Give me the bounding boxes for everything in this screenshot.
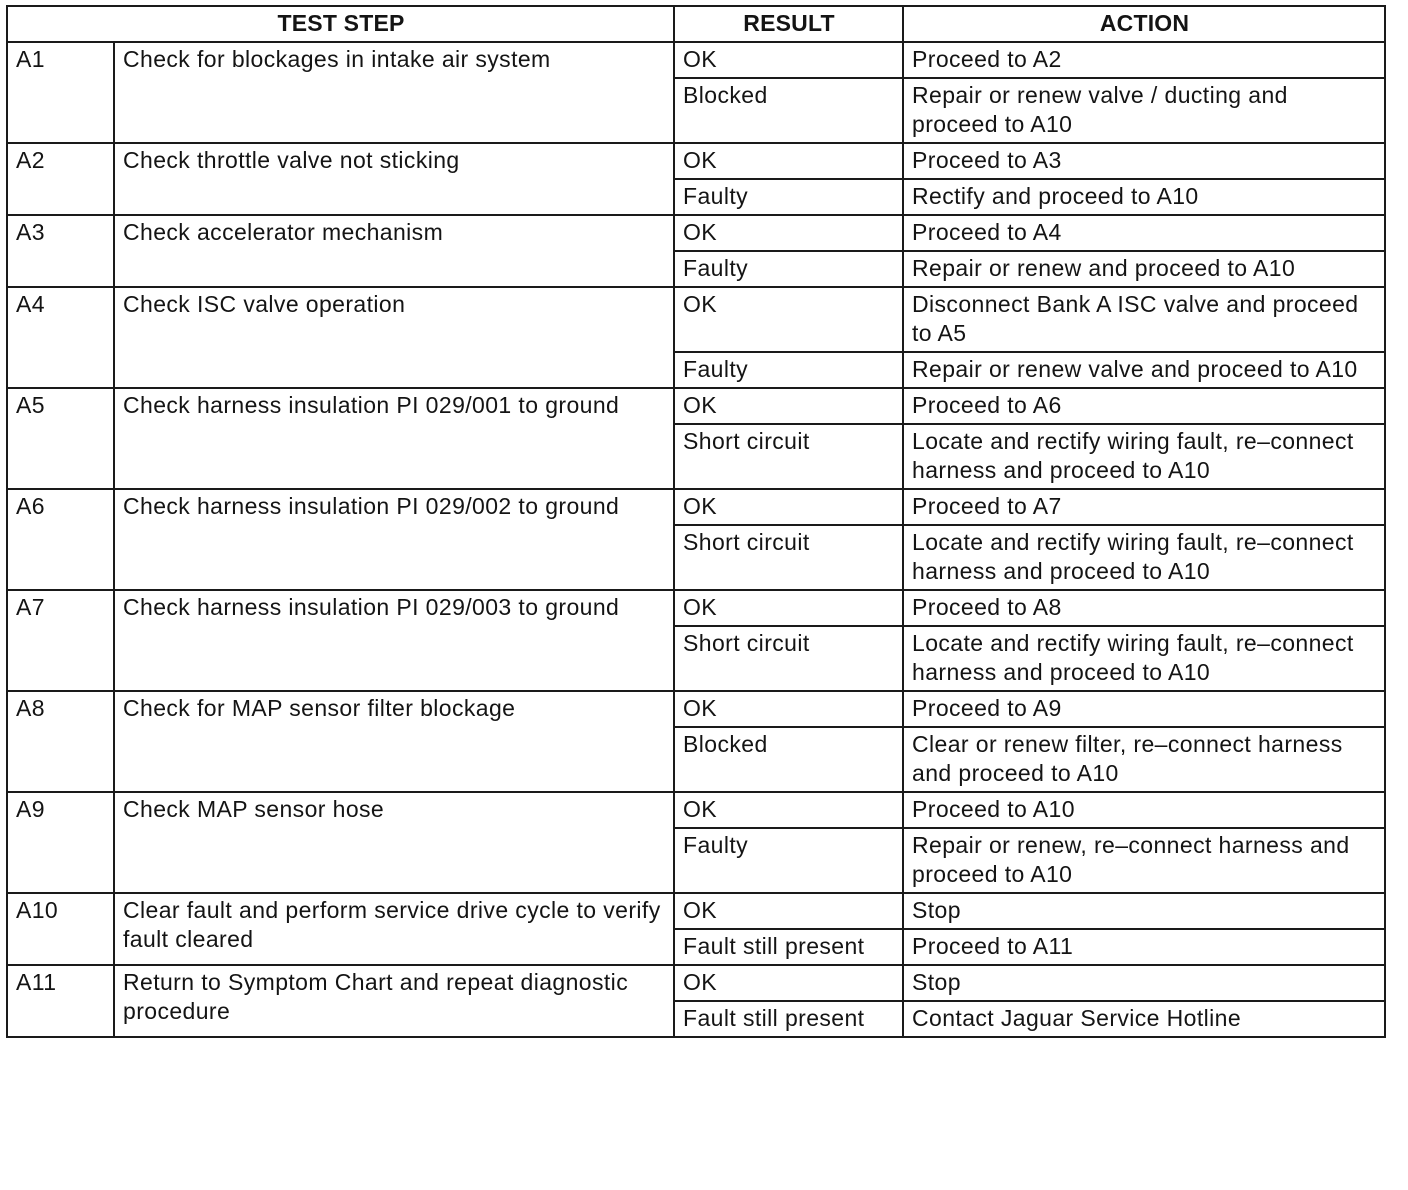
step-description: Check throttle valve not sticking — [114, 143, 674, 215]
action-cell: Locate and rectify wiring fault, re–connect harness and proceed to A10 — [903, 626, 1385, 691]
step-id: A2 — [7, 143, 114, 215]
step-description: Check MAP sensor hose — [114, 792, 674, 893]
result-cell: Short circuit — [674, 424, 903, 489]
result-cell: Blocked — [674, 78, 903, 143]
step-id: A1 — [7, 42, 114, 143]
step-description: Clear fault and perform service drive cycle to verify fault cleared — [114, 893, 674, 965]
result-cell: OK — [674, 691, 903, 727]
action-cell: Stop — [903, 965, 1385, 1001]
step-description: Check harness insulation PI 029/001 to ground — [114, 388, 674, 489]
result-cell: OK — [674, 590, 903, 626]
result-cell: OK — [674, 42, 903, 78]
action-cell: Contact Jaguar Service Hotline — [903, 1001, 1385, 1037]
table-row — [7, 215, 1385, 251]
action-cell: Locate and rectify wiring fault, re–connect harness and proceed to A10 — [903, 424, 1385, 489]
result-cell: OK — [674, 287, 903, 352]
result-cell: Faulty — [674, 828, 903, 893]
action-cell: Disconnect Bank A ISC valve and proceed to A5 — [903, 287, 1385, 352]
action-cell: Stop — [903, 893, 1385, 929]
action-cell: Repair or renew valve and proceed to A10 — [903, 352, 1385, 388]
action-cell: Clear or renew filter, re–connect harness and proceed to A10 — [903, 727, 1385, 792]
header-result: RESULT — [674, 6, 903, 42]
result-cell: Faulty — [674, 352, 903, 388]
diagnostic-table — [6, 5, 1386, 1038]
table-row — [7, 143, 1385, 179]
step-description: Return to Symptom Chart and repeat diagnostic procedure — [114, 965, 674, 1037]
result-cell: OK — [674, 388, 903, 424]
step-id: A11 — [7, 965, 114, 1037]
step-description: Check ISC valve operation — [114, 287, 674, 388]
action-cell: Repair or renew, re–connect harness and proceed to A10 — [903, 828, 1385, 893]
action-cell: Proceed to A9 — [903, 691, 1385, 727]
step-description: Check harness insulation PI 029/003 to ground — [114, 590, 674, 691]
step-description: Check accelerator mechanism — [114, 215, 674, 287]
table-row — [7, 893, 1385, 929]
header-row — [7, 6, 1385, 42]
table-row — [7, 489, 1385, 525]
table-row — [7, 792, 1385, 828]
action-cell: Rectify and proceed to A10 — [903, 179, 1385, 215]
header-action: ACTION — [903, 6, 1385, 42]
result-cell: Faulty — [674, 179, 903, 215]
action-cell: Proceed to A4 — [903, 215, 1385, 251]
action-cell: Proceed to A3 — [903, 143, 1385, 179]
action-cell: Proceed to A8 — [903, 590, 1385, 626]
table-row — [7, 590, 1385, 626]
result-cell: OK — [674, 143, 903, 179]
header-test-step: TEST STEP — [7, 6, 674, 42]
action-cell: Proceed to A10 — [903, 792, 1385, 828]
action-cell: Repair or renew valve / ducting and proceed to A10 — [903, 78, 1385, 143]
action-cell: Proceed to A2 — [903, 42, 1385, 78]
result-cell: Fault still present — [674, 929, 903, 965]
result-cell: OK — [674, 965, 903, 1001]
step-id: A10 — [7, 893, 114, 965]
result-cell: Fault still present — [674, 1001, 903, 1037]
step-id: A5 — [7, 388, 114, 489]
table-row — [7, 42, 1385, 78]
result-cell: OK — [674, 792, 903, 828]
result-cell: Short circuit — [674, 525, 903, 590]
step-id: A7 — [7, 590, 114, 691]
result-cell: Faulty — [674, 251, 903, 287]
action-cell: Locate and rectify wiring fault, re–connect harness and proceed to A10 — [903, 525, 1385, 590]
table-row — [7, 388, 1385, 424]
action-cell: Repair or renew and proceed to A10 — [903, 251, 1385, 287]
result-cell: Blocked — [674, 727, 903, 792]
table-row — [7, 691, 1385, 727]
step-description: Check harness insulation PI 029/002 to ground — [114, 489, 674, 590]
action-cell: Proceed to A11 — [903, 929, 1385, 965]
step-description: Check for MAP sensor filter blockage — [114, 691, 674, 792]
step-id: A9 — [7, 792, 114, 893]
table-row — [7, 287, 1385, 352]
result-cell: OK — [674, 489, 903, 525]
result-cell: Short circuit — [674, 626, 903, 691]
step-description: Check for blockages in intake air system — [114, 42, 674, 143]
step-id: A8 — [7, 691, 114, 792]
result-cell: OK — [674, 215, 903, 251]
result-cell: OK — [674, 893, 903, 929]
table-row — [7, 965, 1385, 1001]
step-id: A3 — [7, 215, 114, 287]
action-cell: Proceed to A7 — [903, 489, 1385, 525]
table-body — [7, 42, 1385, 1037]
step-id: A6 — [7, 489, 114, 590]
step-id: A4 — [7, 287, 114, 388]
action-cell: Proceed to A6 — [903, 388, 1385, 424]
